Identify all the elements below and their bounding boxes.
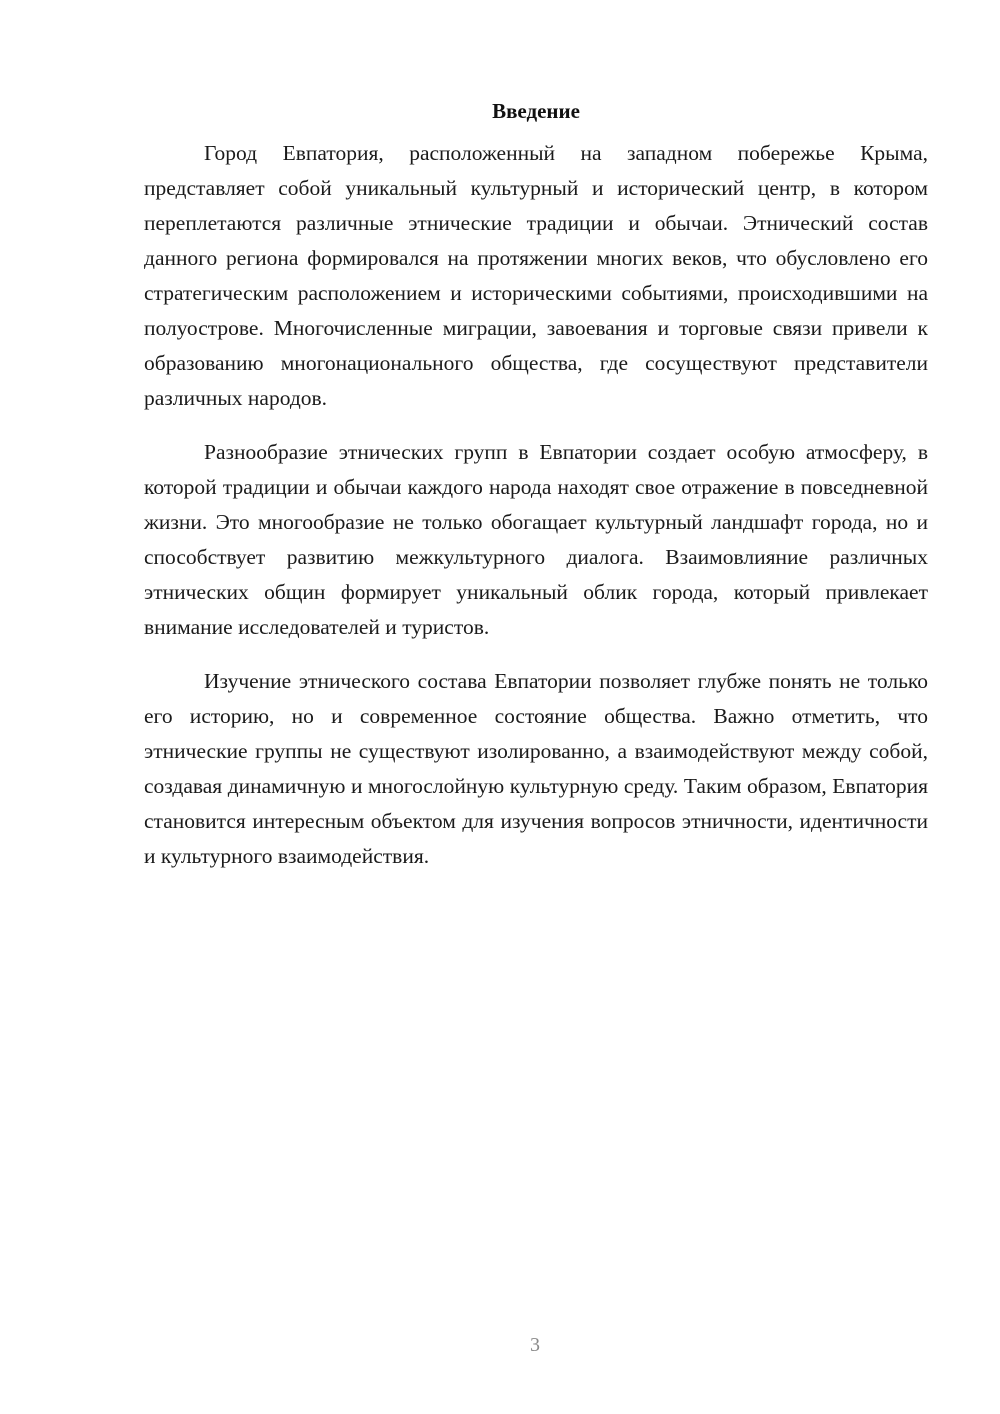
section-title: Введение xyxy=(492,99,580,123)
paragraph: Город Евпатория, расположенный на западном побережье Крыма, представляет собой уникальный культурный и исторический центр, в котором переплетаются различные этнические традиции и обычаи. Этнический состав данного региона формировался на протяжении многих веков, что обусловлено его стратегическим расположением и историческими событиями, происходившими на полуострове. Многочисленные миграции, завоевания и торговые связи привели к образованию многонационального общества, где сосуществуют представители различных народов. xyxy=(144,141,928,410)
page-content xyxy=(144,96,928,893)
page-number: 3 xyxy=(530,1334,540,1356)
paragraph: Изучение этнического состава Евпатории позволяет глубже понять не только его историю, но и современное состояние общества. Важно отметить, что этнические группы не существуют изолированно, а взаимодействуют между собой, создавая динамичную и многослойную культурную среду. Таким образом, Евпатория становится интересным объектом для изучения вопросов этничности, идентичности и культурного взаимодействия. xyxy=(144,669,928,868)
paragraph: Разнообразие этнических групп в Евпатории создает особую атмосферу, в которой традиции и обычаи каждого народа находят свое отражение в повседневной жизни. Это многообразие не только обогащает культурный ландшафт города, но и способствует развитию межкультурного диалога. Взаимовлияние различных этнических общин формирует уникальный облик города, который привлекает внимание исследователей и туристов. xyxy=(144,440,928,639)
